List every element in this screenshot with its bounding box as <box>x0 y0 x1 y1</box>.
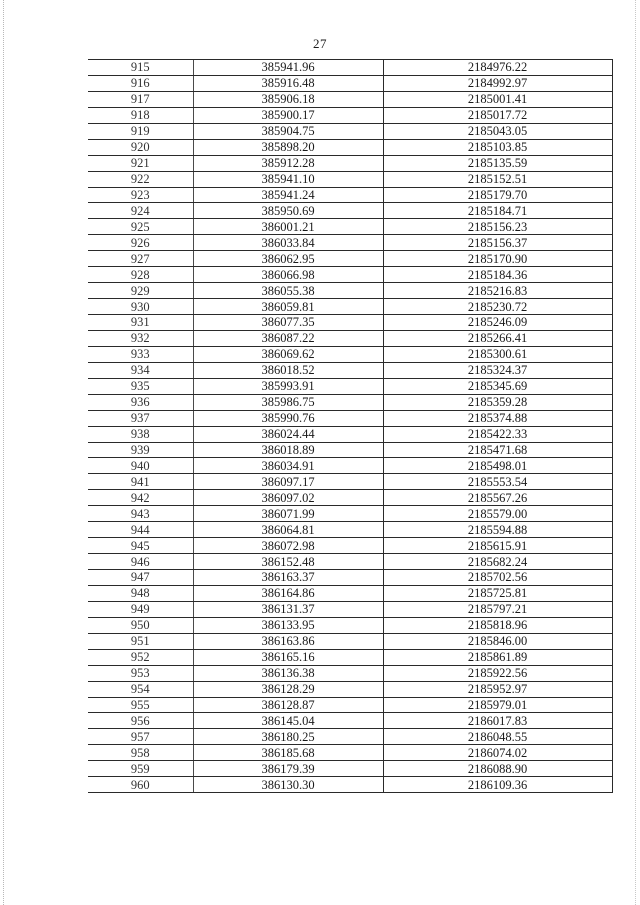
x-coordinate-cell: 386018.89 <box>193 442 383 458</box>
y-coordinate-cell: 2185846.00 <box>383 633 612 649</box>
table-row <box>88 394 612 410</box>
table-row <box>88 251 612 267</box>
x-coordinate-cell: 386163.37 <box>193 570 383 586</box>
y-coordinate-cell: 2185179.70 <box>383 187 612 203</box>
point-number-cell: 958 <box>88 745 193 761</box>
y-coordinate-cell: 2185374.88 <box>383 410 612 426</box>
point-number-cell: 927 <box>88 251 193 267</box>
y-coordinate-cell: 2185103.85 <box>383 139 612 155</box>
y-coordinate-cell: 2185230.72 <box>383 299 612 315</box>
table-row <box>88 75 612 91</box>
table-row <box>88 554 612 570</box>
x-coordinate-cell: 385986.75 <box>193 394 383 410</box>
point-number-cell: 938 <box>88 426 193 442</box>
y-coordinate-cell: 2185422.33 <box>383 426 612 442</box>
x-coordinate-cell: 386097.17 <box>193 474 383 490</box>
point-number-cell: 942 <box>88 490 193 506</box>
y-coordinate-cell: 2185345.69 <box>383 378 612 394</box>
point-number-cell: 935 <box>88 378 193 394</box>
x-coordinate-cell: 385906.18 <box>193 91 383 107</box>
point-number-cell: 956 <box>88 713 193 729</box>
point-number-cell: 930 <box>88 299 193 315</box>
x-coordinate-cell: 385993.91 <box>193 378 383 394</box>
table-row <box>88 729 612 745</box>
point-number-cell: 940 <box>88 458 193 474</box>
x-coordinate-cell: 386077.35 <box>193 315 383 331</box>
point-number-cell: 933 <box>88 346 193 362</box>
x-coordinate-cell: 386071.99 <box>193 506 383 522</box>
y-coordinate-cell: 2186109.36 <box>383 777 612 793</box>
table-row <box>88 139 612 155</box>
point-number-cell: 954 <box>88 681 193 697</box>
y-coordinate-cell: 2185043.05 <box>383 123 612 139</box>
table-row <box>88 203 612 219</box>
x-coordinate-cell: 386128.87 <box>193 697 383 713</box>
y-coordinate-cell: 2185324.37 <box>383 362 612 378</box>
table-row <box>88 458 612 474</box>
y-coordinate-cell: 2185797.21 <box>383 601 612 617</box>
x-coordinate-cell: 386001.21 <box>193 219 383 235</box>
y-coordinate-cell: 2185156.23 <box>383 219 612 235</box>
x-coordinate-cell: 386034.91 <box>193 458 383 474</box>
point-number-cell: 916 <box>88 75 193 91</box>
point-number-cell: 926 <box>88 235 193 251</box>
table-row <box>88 283 612 299</box>
table-row <box>88 315 612 331</box>
point-number-cell: 949 <box>88 601 193 617</box>
x-coordinate-cell: 386087.22 <box>193 330 383 346</box>
table-row <box>88 235 612 251</box>
y-coordinate-cell: 2185553.54 <box>383 474 612 490</box>
x-coordinate-cell: 385990.76 <box>193 410 383 426</box>
point-number-cell: 925 <box>88 219 193 235</box>
x-coordinate-cell: 385904.75 <box>193 123 383 139</box>
y-coordinate-cell: 2185017.72 <box>383 107 612 123</box>
x-coordinate-cell: 385950.69 <box>193 203 383 219</box>
table-row <box>88 330 612 346</box>
table-row <box>88 585 612 601</box>
x-coordinate-cell: 386069.62 <box>193 346 383 362</box>
y-coordinate-cell: 2185156.37 <box>383 235 612 251</box>
x-coordinate-cell: 386179.39 <box>193 761 383 777</box>
point-number-cell: 955 <box>88 697 193 713</box>
y-coordinate-cell: 2185170.90 <box>383 251 612 267</box>
table-row <box>88 633 612 649</box>
y-coordinate-cell: 2186048.55 <box>383 729 612 745</box>
point-number-cell: 928 <box>88 267 193 283</box>
scan-edge-left <box>3 0 5 905</box>
table-row <box>88 570 612 586</box>
table-row <box>88 538 612 554</box>
table-row <box>88 601 612 617</box>
point-number-cell: 947 <box>88 570 193 586</box>
point-number-cell: 959 <box>88 761 193 777</box>
table-row <box>88 123 612 139</box>
y-coordinate-cell: 2185979.01 <box>383 697 612 713</box>
x-coordinate-cell: 385941.24 <box>193 187 383 203</box>
y-coordinate-cell: 2185952.97 <box>383 681 612 697</box>
table-row <box>88 410 612 426</box>
table-row <box>88 362 612 378</box>
y-coordinate-cell: 2185579.00 <box>383 506 612 522</box>
table-row <box>88 91 612 107</box>
table-row <box>88 697 612 713</box>
y-coordinate-cell: 2185615.91 <box>383 538 612 554</box>
x-coordinate-cell: 386055.38 <box>193 283 383 299</box>
table-row <box>88 442 612 458</box>
point-number-cell: 945 <box>88 538 193 554</box>
point-number-cell: 921 <box>88 155 193 171</box>
x-coordinate-cell: 386136.38 <box>193 665 383 681</box>
y-coordinate-cell: 2185682.24 <box>383 554 612 570</box>
point-number-cell: 944 <box>88 522 193 538</box>
point-number-cell: 950 <box>88 617 193 633</box>
table-row <box>88 490 612 506</box>
y-coordinate-cell: 2185594.88 <box>383 522 612 538</box>
point-number-cell: 948 <box>88 585 193 601</box>
point-number-cell: 960 <box>88 777 193 793</box>
x-coordinate-cell: 386131.37 <box>193 601 383 617</box>
table-row <box>88 761 612 777</box>
x-coordinate-cell: 385898.20 <box>193 139 383 155</box>
x-coordinate-cell: 386059.81 <box>193 299 383 315</box>
x-coordinate-cell: 386133.95 <box>193 617 383 633</box>
table-row <box>88 649 612 665</box>
point-number-cell: 915 <box>88 60 193 76</box>
y-coordinate-cell: 2185300.61 <box>383 346 612 362</box>
y-coordinate-cell: 2185184.36 <box>383 267 612 283</box>
y-coordinate-cell: 2184992.97 <box>383 75 612 91</box>
x-coordinate-cell: 386097.02 <box>193 490 383 506</box>
y-coordinate-cell: 2186088.90 <box>383 761 612 777</box>
table-row <box>88 219 612 235</box>
scan-edge-right <box>635 0 637 905</box>
table-row <box>88 522 612 538</box>
point-number-cell: 946 <box>88 554 193 570</box>
x-coordinate-cell: 386062.95 <box>193 251 383 267</box>
y-coordinate-cell: 2186017.83 <box>383 713 612 729</box>
point-number-cell: 941 <box>88 474 193 490</box>
x-coordinate-cell: 386018.52 <box>193 362 383 378</box>
y-coordinate-cell: 2185471.68 <box>383 442 612 458</box>
y-coordinate-cell: 2185135.59 <box>383 155 612 171</box>
table-row <box>88 299 612 315</box>
x-coordinate-cell: 385912.28 <box>193 155 383 171</box>
point-number-cell: 953 <box>88 665 193 681</box>
point-number-cell: 952 <box>88 649 193 665</box>
table-row <box>88 426 612 442</box>
page-number: 27 <box>313 36 327 51</box>
table-row <box>88 171 612 187</box>
y-coordinate-cell: 2185152.51 <box>383 171 612 187</box>
x-coordinate-cell: 386152.48 <box>193 554 383 570</box>
y-coordinate-cell: 2184976.22 <box>383 60 612 76</box>
point-number-cell: 922 <box>88 171 193 187</box>
y-coordinate-cell: 2185001.41 <box>383 91 612 107</box>
y-coordinate-cell: 2185861.89 <box>383 649 612 665</box>
table-row <box>88 107 612 123</box>
x-coordinate-cell: 386024.44 <box>193 426 383 442</box>
y-coordinate-cell: 2186074.02 <box>383 745 612 761</box>
x-coordinate-cell: 386165.16 <box>193 649 383 665</box>
point-number-cell: 918 <box>88 107 193 123</box>
coordinate-table <box>88 59 613 793</box>
table-row <box>88 617 612 633</box>
x-coordinate-cell: 386130.30 <box>193 777 383 793</box>
point-number-cell: 931 <box>88 315 193 331</box>
point-number-cell: 923 <box>88 187 193 203</box>
y-coordinate-cell: 2185922.56 <box>383 665 612 681</box>
y-coordinate-cell: 2185725.81 <box>383 585 612 601</box>
x-coordinate-cell: 386033.84 <box>193 235 383 251</box>
y-coordinate-cell: 2185702.56 <box>383 570 612 586</box>
table-row <box>88 155 612 171</box>
table-row <box>88 187 612 203</box>
point-number-cell: 939 <box>88 442 193 458</box>
table-row <box>88 378 612 394</box>
y-coordinate-cell: 2185184.71 <box>383 203 612 219</box>
point-number-cell: 936 <box>88 394 193 410</box>
table-row <box>88 665 612 681</box>
y-coordinate-cell: 2185567.26 <box>383 490 612 506</box>
point-number-cell: 932 <box>88 330 193 346</box>
x-coordinate-cell: 386128.29 <box>193 681 383 697</box>
point-number-cell: 951 <box>88 633 193 649</box>
point-number-cell: 917 <box>88 91 193 107</box>
x-coordinate-cell: 386163.86 <box>193 633 383 649</box>
x-coordinate-cell: 386180.25 <box>193 729 383 745</box>
x-coordinate-cell: 386072.98 <box>193 538 383 554</box>
point-number-cell: 919 <box>88 123 193 139</box>
y-coordinate-cell: 2185498.01 <box>383 458 612 474</box>
x-coordinate-cell: 385900.17 <box>193 107 383 123</box>
point-number-cell: 937 <box>88 410 193 426</box>
x-coordinate-cell: 385941.96 <box>193 60 383 76</box>
point-number-cell: 920 <box>88 139 193 155</box>
x-coordinate-cell: 385941.10 <box>193 171 383 187</box>
x-coordinate-cell: 386164.86 <box>193 585 383 601</box>
x-coordinate-cell: 386066.98 <box>193 267 383 283</box>
point-number-cell: 924 <box>88 203 193 219</box>
x-coordinate-cell: 386064.81 <box>193 522 383 538</box>
table-row <box>88 713 612 729</box>
y-coordinate-cell: 2185246.09 <box>383 315 612 331</box>
point-number-cell: 957 <box>88 729 193 745</box>
coordinate-table-body <box>88 60 612 793</box>
x-coordinate-cell: 386145.04 <box>193 713 383 729</box>
y-coordinate-cell: 2185359.28 <box>383 394 612 410</box>
point-number-cell: 943 <box>88 506 193 522</box>
table-row <box>88 474 612 490</box>
table-row <box>88 267 612 283</box>
table-row <box>88 777 612 793</box>
point-number-cell: 929 <box>88 283 193 299</box>
y-coordinate-cell: 2185216.83 <box>383 283 612 299</box>
table-row <box>88 60 612 76</box>
y-coordinate-cell: 2185818.96 <box>383 617 612 633</box>
table-row <box>88 346 612 362</box>
table-row <box>88 681 612 697</box>
x-coordinate-cell: 386185.68 <box>193 745 383 761</box>
x-coordinate-cell: 385916.48 <box>193 75 383 91</box>
table-row <box>88 506 612 522</box>
y-coordinate-cell: 2185266.41 <box>383 330 612 346</box>
table-row <box>88 745 612 761</box>
point-number-cell: 934 <box>88 362 193 378</box>
